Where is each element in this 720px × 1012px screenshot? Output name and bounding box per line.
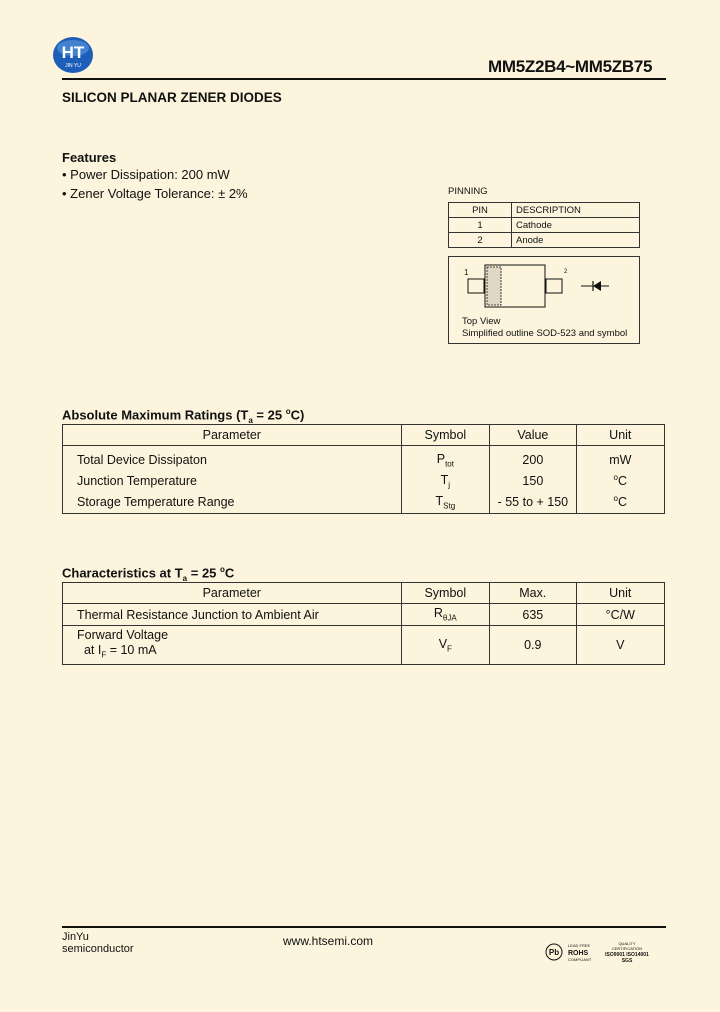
pin-number: 1	[449, 218, 512, 233]
value-header: Value	[490, 425, 576, 446]
svg-text:ISO9001 ISO14001: ISO9001 ISO14001	[605, 952, 649, 958]
parameter-cell: Thermal Resistance Junction to Ambient Air	[63, 604, 402, 626]
outline-pin1-label: 1	[464, 268, 469, 277]
footer-website-link[interactable]: www.htsemi.com	[283, 934, 374, 948]
pin-header: PIN	[449, 203, 512, 218]
pin-number: 2	[449, 233, 512, 248]
company-name-line2: semiconductor	[62, 943, 134, 955]
table-header-row	[63, 425, 665, 446]
document-title: SILICON PLANAR ZENER DIODES	[62, 90, 282, 105]
outline-caption-view: Top View	[462, 316, 501, 327]
parameter-header: Parameter	[63, 583, 402, 604]
package-outline-box	[448, 256, 640, 344]
svg-text:COMPLIANT: COMPLIANT	[568, 957, 592, 962]
svg-text:QUALITY: QUALITY	[618, 941, 636, 946]
parameter-cell: Forward Voltage at $I_F = 10$ mA	[63, 626, 402, 665]
part-number-title: MM5Z2B4~MM5ZB75	[488, 57, 653, 76]
symbol-cell: $T_{Stg}$	[401, 492, 490, 514]
pin-description: Anode	[512, 233, 640, 248]
footer-divider	[62, 926, 666, 928]
rohs-icon: ROHS	[568, 950, 589, 957]
symbol-header: Symbol	[401, 583, 490, 604]
table-row	[63, 626, 665, 665]
characteristics-heading: Characteristics at $T_a = 25$ $^o$C	[62, 565, 235, 583]
features-heading: Features	[62, 150, 117, 165]
max-header: Max.	[490, 583, 576, 604]
value-cell: 200	[490, 450, 576, 471]
value-cell: - 55 to + 150	[490, 492, 576, 514]
company-name-line1: JinYu	[62, 931, 89, 943]
unit-cell: V	[576, 626, 664, 665]
symbol-cell: $V_F$	[401, 626, 490, 665]
abs-max-table	[62, 424, 665, 514]
header-divider	[62, 78, 666, 80]
company-logo	[52, 36, 94, 74]
certification-badges	[544, 940, 666, 964]
unit-cell: $^o$C	[576, 471, 664, 492]
feature-item-power: • Power Dissipation: 200 mW	[62, 167, 230, 182]
sgs-icon: SGS	[621, 958, 633, 964]
outline-caption-desc: Simplified outline SOD-523 and symbol	[462, 328, 628, 339]
table-row	[63, 604, 665, 626]
table-row	[63, 450, 665, 471]
pinning-header-row	[449, 203, 640, 218]
svg-text:LEAD FREE: LEAD FREE	[568, 943, 591, 948]
svg-text:CERTIFICATION: CERTIFICATION	[611, 946, 643, 951]
description-header: DESCRIPTION	[512, 203, 640, 218]
outline-pin2-label: 2	[564, 269, 568, 275]
unit-cell: mW	[576, 450, 664, 471]
symbol-cell: $T_j$	[401, 471, 490, 492]
table-row	[63, 492, 665, 514]
pinning-row	[449, 218, 640, 233]
parameter-cell: Junction Temperature	[63, 471, 402, 492]
parameter-cell: Total Device Dissipaton	[63, 450, 402, 471]
pinning-row	[449, 233, 640, 248]
logo-text: HT	[61, 43, 85, 62]
value-cell: 150	[490, 471, 576, 492]
pinning-table	[448, 202, 640, 248]
symbol-cell: $R_{\theta JA}$	[401, 604, 490, 626]
characteristics-table	[62, 582, 665, 665]
value-cell: 635	[490, 604, 576, 626]
abs-max-heading: Absolute Maximum Ratings ($T_a = 25$ $^o$C)	[62, 407, 305, 425]
parameter-cell: Storage Temperature Range	[63, 492, 402, 514]
parameter-header: Parameter	[63, 425, 402, 446]
unit-cell: °C/W	[576, 604, 664, 626]
pb-free-icon: Pb	[548, 948, 560, 957]
pinning-label: PINNING	[448, 186, 488, 197]
unit-header: Unit	[576, 583, 664, 604]
logo-subtext: JIN YU	[65, 63, 81, 69]
value-cell: 0.9	[490, 626, 576, 665]
symbol-header: Symbol	[401, 425, 490, 446]
pin-description: Cathode	[512, 218, 640, 233]
unit-header: Unit	[576, 425, 664, 446]
unit-cell: $^o$C	[576, 492, 664, 514]
footer-company	[62, 931, 134, 955]
feature-item-tolerance: • Zener Voltage Tolerance: ± 2%	[62, 186, 248, 201]
table-row	[63, 471, 665, 492]
symbol-cell: $P_{tot}$	[401, 450, 490, 471]
table-header-row	[63, 583, 665, 604]
